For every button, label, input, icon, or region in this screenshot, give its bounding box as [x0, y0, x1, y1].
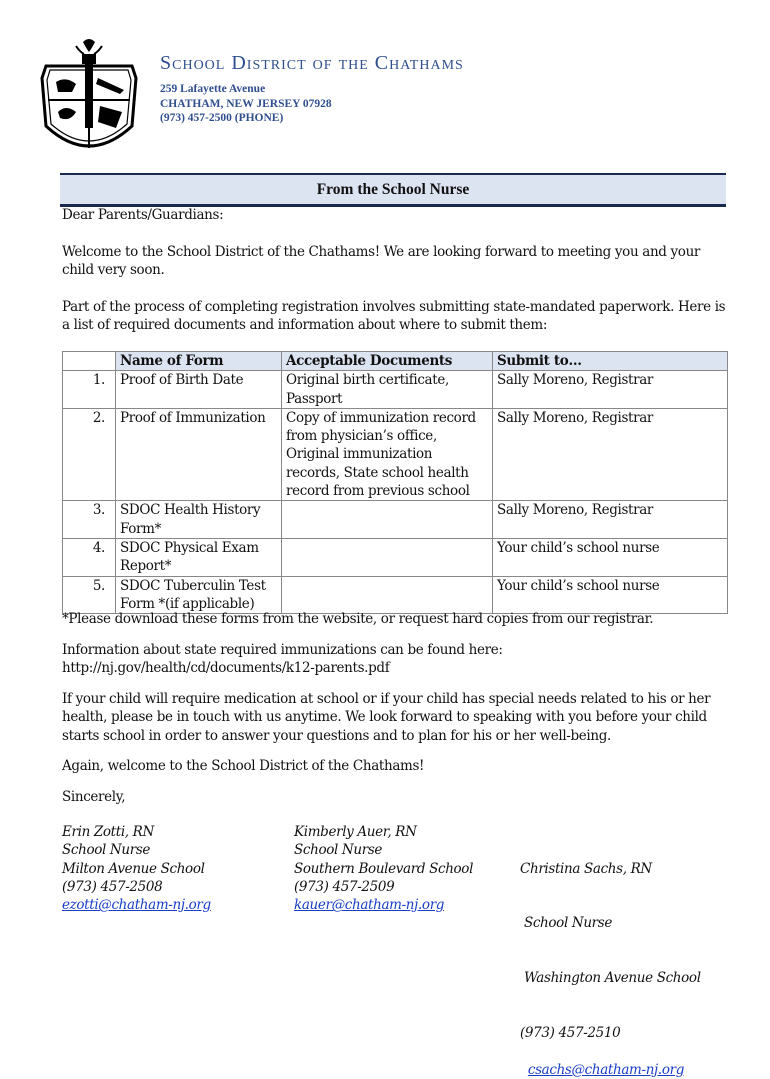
row-submit-to: Sally Moreno, Registrar — [493, 408, 728, 500]
row-submit-to: Your child’s school nurse — [493, 538, 728, 576]
row-submit-to: Your child’s school nurse — [493, 576, 728, 614]
row-submit-to: Sally Moreno, Registrar — [493, 371, 728, 409]
row-form-name: SDOC Physical Exam Report* — [116, 538, 282, 576]
signature-phone: (973) 457-2508 — [62, 878, 163, 895]
table-header-form: Name of Form — [116, 352, 282, 371]
table-header-submit: Submit to… — [493, 352, 728, 371]
signature-school: Southern Boulevard School — [294, 860, 474, 877]
row-number: 2. — [63, 408, 116, 500]
letter-paragraph-welcome: Welcome to the School District of the Chathams! We are looking forward to meeting you and your child very soon. — [62, 244, 701, 279]
row-form-name: SDOC Tuberculin Test Form *(if applicable) — [116, 576, 282, 614]
row-number: 1. — [63, 371, 116, 409]
row-form-name: Proof of Immunization — [116, 408, 282, 500]
table-header-row — [63, 352, 728, 371]
signature-name: Kimberly Auer, RN — [294, 824, 417, 840]
table-header-number — [63, 352, 116, 371]
letter-greeting: Dear Parents/Guardians: — [62, 207, 224, 223]
letter-paragraph-process: Part of the process of completing registration involves submitting state-mandated paperwork. Here is a list of required documents and information about where to submit them: — [62, 299, 726, 334]
district-phone: (973) 457-2500 (PHONE) — [160, 112, 284, 124]
immunization-info-text: Information about state required immunizations can be found here: — [62, 642, 503, 658]
signature-school: Washington Avenue School — [520, 970, 701, 987]
row-form-name: Proof of Birth Date — [116, 371, 282, 409]
signature-title: School Nurse — [520, 915, 612, 932]
required-forms-table — [62, 351, 728, 614]
row-form-name: SDOC Health History Form* — [116, 501, 282, 539]
row-documents — [282, 576, 493, 614]
row-documents — [282, 501, 493, 539]
district-crest-logo — [36, 38, 142, 168]
signature-email-link[interactable]: kauer@chatham-nj.org — [294, 897, 445, 914]
table-row — [63, 576, 728, 614]
signature-email-link[interactable]: ezotti@chatham-nj.org — [62, 897, 211, 914]
district-address-city: CHATHAM, NEW JERSEY 07928 — [160, 97, 332, 110]
forms-footnote: *Please download these forms from the website, or request hard copies from our registrar. — [62, 611, 654, 627]
letter-paragraph-medication: If your child will require medication at school or if your child has special needs related to his or her health, please be in touch with us anytime. We look forward to speaking with you before your child starts school in order to answer your questions and to plan for his or her well-being. — [62, 691, 711, 744]
district-address-street: 259 Lafayette Avenue — [160, 83, 266, 95]
table-row — [63, 538, 728, 576]
signature-block-auer — [294, 823, 473, 914]
row-submit-to: Sally Moreno, Registrar — [493, 501, 728, 539]
signature-phone: (973) 457-2510 — [520, 1025, 621, 1042]
signature-email-link[interactable]: csachs@chatham-nj.org — [527, 1061, 684, 1078]
signature-title: School Nurse — [294, 842, 383, 859]
signature-name: Erin Zotti, RN — [62, 824, 154, 840]
signature-title: School Nurse — [62, 842, 151, 859]
signature-phone: (973) 457-2509 — [294, 878, 395, 895]
row-number: 5. — [63, 576, 116, 614]
district-header — [160, 50, 464, 126]
table-header-documents: Acceptable Documents — [282, 352, 493, 371]
table-row — [63, 371, 728, 409]
row-number: 4. — [63, 538, 116, 576]
row-documents: Original birth certificate, Passport — [282, 371, 493, 409]
page-title: From the School Nurse — [316, 180, 470, 198]
table-row — [63, 501, 728, 539]
row-number: 3. — [63, 501, 116, 539]
signature-name: Christina Sachs, RN — [520, 860, 652, 877]
title-banner — [60, 173, 726, 207]
row-documents: Copy of immunization record from physician’s office, Original immunization records, State school health record from previous school — [282, 408, 493, 500]
immunization-info-url: http://nj.gov/health/cd/documents/k12-parents.pdf — [62, 660, 390, 676]
signature-block-sachs — [520, 823, 701, 1079]
table-row — [63, 408, 728, 500]
row-documents — [282, 538, 493, 576]
district-name: School District of the Chathams — [160, 52, 464, 74]
signature-block-zotti — [62, 823, 211, 914]
signature-school: Milton Avenue School — [62, 860, 205, 877]
letter-closing: Sincerely, — [62, 789, 126, 805]
letter-paragraph-closing-welcome: Again, welcome to the School District of the Chathams! — [62, 758, 425, 774]
